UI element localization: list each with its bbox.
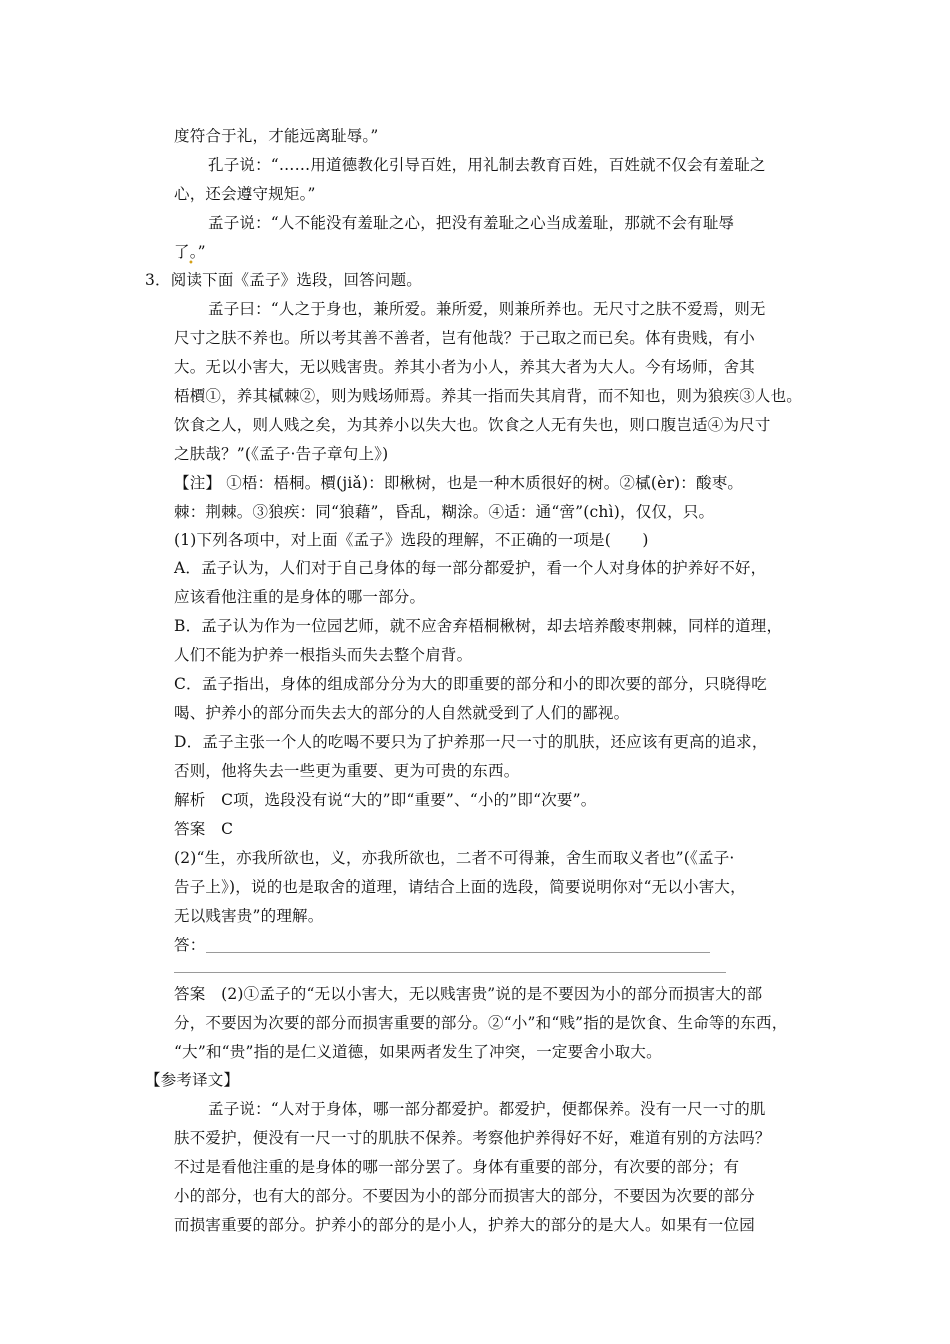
text-line: 无以贱害贵”的理解。 (174, 907, 324, 925)
text-line: 孟子说：“人不能没有羞耻之心，把没有羞耻之心当成羞耻，那就不会有耻辱 (208, 214, 735, 232)
text-line: 度符合于礼，才能远离耻辱。” (174, 127, 379, 145)
text-line: 孔子说：“……用道德教化引导百姓，用礼制去教育百姓，百姓就不仅会有羞耻之 (208, 156, 766, 174)
text-line: 孟子说：“人对于身体，哪一部分都爱护。都爱护，便都保养。没有一尺一寸的肌 (208, 1100, 766, 1118)
option-b-cont: 人们不能为护养一根指头而失去整个肩背。 (174, 646, 473, 664)
option-a-cont: 应该看他注重的是身体的哪一部分。 (174, 588, 426, 606)
text-line: “大”和“贵”指的是仁义道德，如果两者发生了冲突，一定要舍小取大。 (174, 1043, 662, 1061)
option-d: D．孟子主张一个人的吃喝不要只为了护养那一尺一寸的肌肤，还应该有更高的追求， (174, 733, 768, 751)
text-line: 了。” (174, 243, 206, 261)
text-line: 肤不爱护，便没有一尺一寸的肌肤不保养。考察他护养得好不好，难道有别的方法吗？ (174, 1129, 771, 1147)
analysis: 解析 C项，选段没有说“大的”即“重要”、“小的”即“次要”。 (174, 791, 597, 809)
text-line: 心，还会遵守规矩。” (174, 185, 316, 203)
answer: 答案 (2)①孟子的“无以小害大，无以贱害贵”说的是不要因为小的部分而损害大的部 (174, 985, 763, 1003)
text-line: 不过是看他注重的是身体的哪一部分罢了。身体有重要的部分，有次要的部分；有 (174, 1158, 740, 1176)
option-b: B．孟子认为作为一位园艺师，就不应舍弃梧桐楸树，却去培养酸枣荆棘，同样的道理， (174, 617, 783, 635)
answer: 答案 C (174, 820, 234, 838)
note-line: 【注】 ①梧：梧桐。檟(jiǎ)：即楸树，也是一种木质很好的树。②樲(èr)：酸枣。 (174, 474, 744, 492)
question-heading: 3．阅读下面《孟子》选段，回答问题。 (145, 271, 422, 289)
option-c: C．孟子指出，身体的组成部分分为大的即重要的部分和小的即次要的部分，只晓得吃 (174, 675, 767, 693)
text-line: 而损害重要的部分。护养小的部分的是小人，护养大的部分的是大人。如果有一位园 (174, 1216, 755, 1234)
answer-label: 答： (174, 936, 206, 954)
text-line: 饮食之人，则人贱之矣，为其养小以失大也。饮食之人无有失也，则口腹岂适④为尺寸 (174, 416, 771, 434)
answer-blank-line (206, 952, 710, 953)
text-line: 小的部分，也有大的部分。不要因为小的部分而损害大的部分，不要因为次要的部分 (174, 1187, 755, 1205)
option-d-cont: 否则，他将失去一些更为重要、更为可贵的东西。 (174, 762, 520, 780)
note-line: 棘：荆棘。③狼疾：同“狼藉”，昏乱，糊涂。④适：通“啻”(chì)，仅仅，只。 (174, 503, 715, 521)
sub-question: (1)下列各项中，对上面《孟子》选段的理解，不正确的一项是( ) (174, 531, 649, 549)
text-line: 孟子曰：“人之于身也，兼所爱。兼所爱，则兼所养也。无尺寸之肤不爱焉，则无 (208, 300, 766, 318)
text-line: 之肤哉？”(《孟子·告子章句上》) (174, 445, 389, 463)
section-heading: 【参考译文】 (145, 1071, 240, 1089)
option-a: A．孟子认为，人们对于自己身体的每一部分都爱护，看一个人对身体的护养好不好， (174, 559, 767, 577)
option-c-cont: 喝、护养小的部分而失去大的部分的人自然就受到了人们的鄙视。 (174, 704, 630, 722)
mark-dot: • (188, 258, 195, 269)
sub-question: (2)“生，亦我所欲也，义，亦我所欲也，二者不可得兼，舍生而取义者也”(《孟子· (174, 849, 735, 867)
text-line: 分，不要因为次要的部分而损害重要的部分。②“小”和“贱”指的是饮食、生命等的东西， (174, 1014, 788, 1032)
answer-blank-line (174, 972, 726, 973)
text-line: 梧檟①，养其樲棘②，则为贱场师焉。养其一指而失其肩背，而不知也，则为狼疾③人也。 (174, 387, 803, 405)
text-line: 告子上》)，说的也是取舍的道理，请结合上面的选段，简要说明你对“无以小害大， (174, 878, 746, 896)
text-line: 大。无以小害大，无以贱害贵。养其小者为小人，养其大者为大人。今有场师，舍其 (174, 358, 755, 376)
text-line: 尺寸之肤不养也。所以考其善不善者，岂有他哉？于己取之而已矣。体有贵贱，有小 (174, 329, 755, 347)
